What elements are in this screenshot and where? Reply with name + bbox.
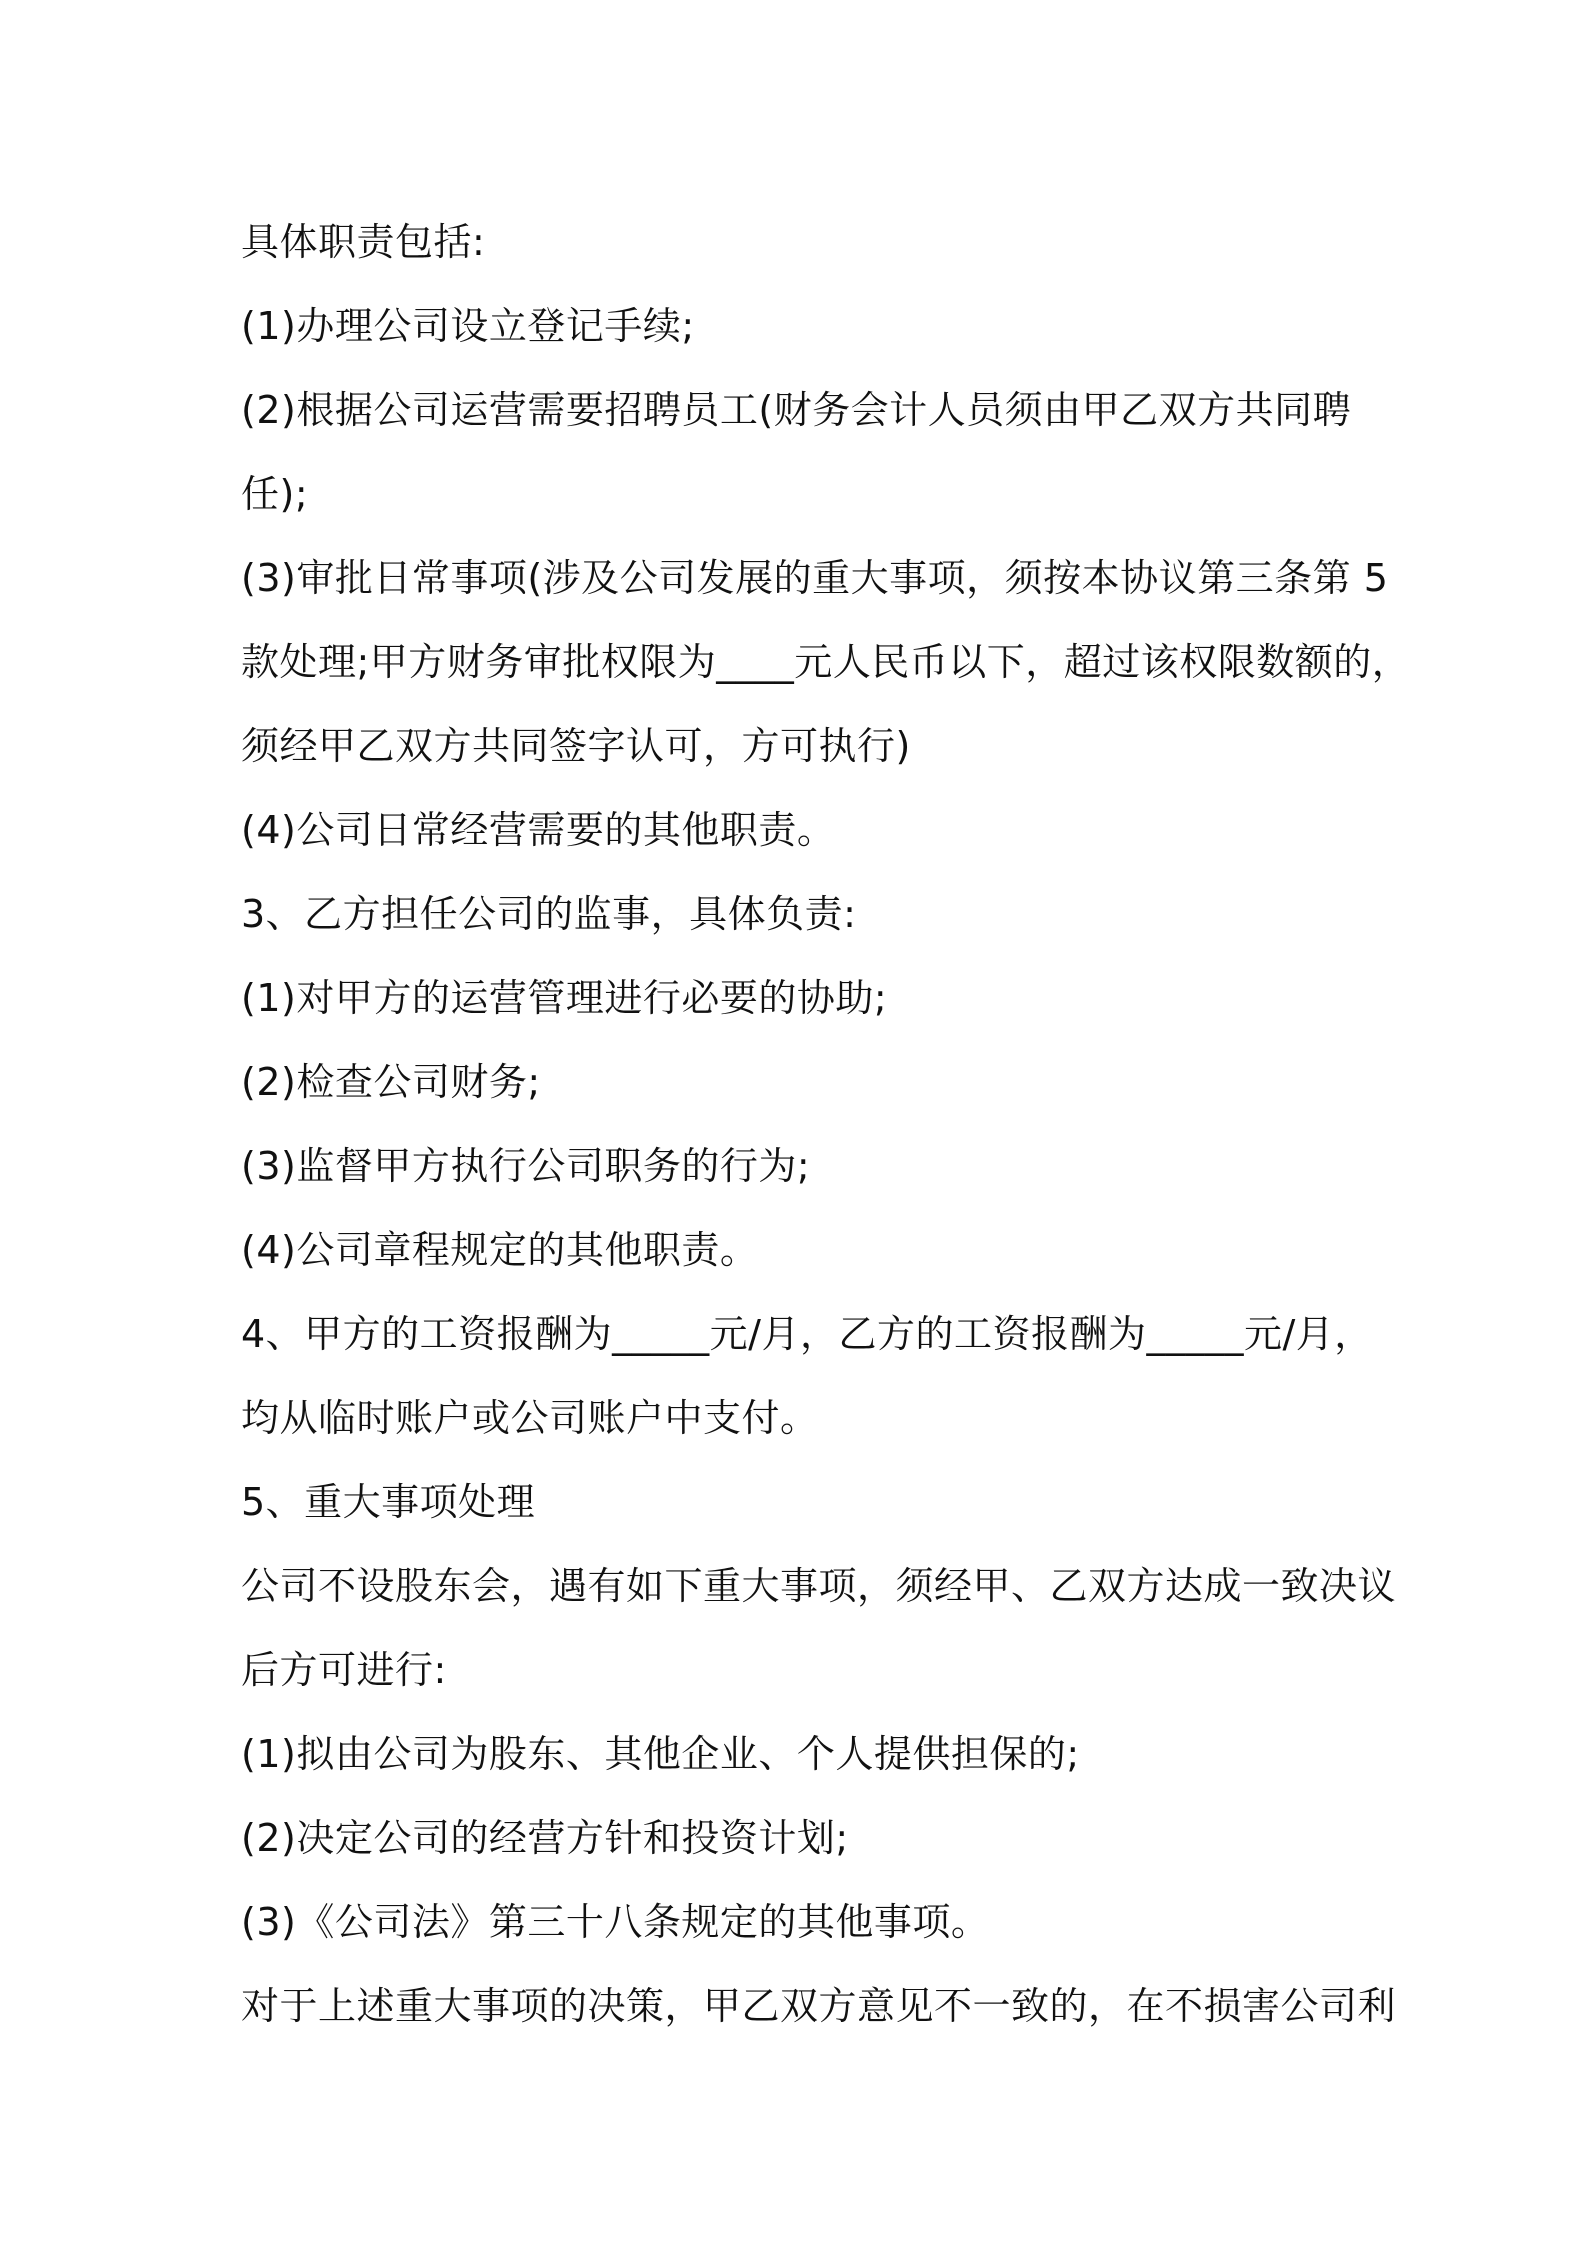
text-line: (4)公司章程规定的其他职责。 <box>241 1228 759 1272</box>
document-body <box>241 200 1411 2048</box>
text-line: 均从临时账户或公司账户中支付。 <box>241 1396 819 1440</box>
text-line: (2)检查公司财务; <box>241 1060 541 1104</box>
text-line: 4、甲方的工资报酬为_____元/月，乙方的工资报酬为_____元/月， <box>241 1312 1373 1356</box>
text-line: (2)决定公司的经营方针和投资计划; <box>241 1816 849 1860</box>
text-line: (1)拟由公司为股东、其他企业、个人提供担保的; <box>241 1732 1080 1776</box>
text-line: 款处理;甲方财务审批权限为____元人民币以下，超过该权限数额的， <box>241 640 1411 684</box>
text-line: 对于上述重大事项的决策，甲乙双方意见不一致的，在不损害公司利 <box>241 1984 1397 2028</box>
text-line: (3)《公司法》第三十八条规定的其他事项。 <box>241 1900 990 1944</box>
text-line: 任); <box>241 472 309 516</box>
text-line: 后方可进行: <box>241 1648 447 1692</box>
text-line: 公司不设股东会，遇有如下重大事项，须经甲、乙双方达成一致决议 <box>241 1564 1397 1608</box>
text-line: (4)公司日常经营需要的其他职责。 <box>241 808 836 852</box>
text-line: (1)办理公司设立登记手续; <box>241 304 695 348</box>
text-line: 3、乙方担任公司的监事，具体负责: <box>241 892 857 936</box>
text-line: 具体职责包括: <box>241 220 486 264</box>
text-line: (1)对甲方的运营管理进行必要的协助; <box>241 976 888 1020</box>
text-line: (3)审批日常事项(涉及公司发展的重大事项，须按本协议第三条第 5 <box>241 556 1389 600</box>
text-line: (2)根据公司运营需要招聘员工(财务会计人员须由甲乙双方共同聘 <box>241 388 1352 432</box>
text-line: 5、重大事项处理 <box>241 1480 536 1524</box>
text-line: 须经甲乙双方共同签字认可，方可执行) <box>241 724 911 768</box>
text-line: (3)监督甲方执行公司职务的行为; <box>241 1144 811 1188</box>
